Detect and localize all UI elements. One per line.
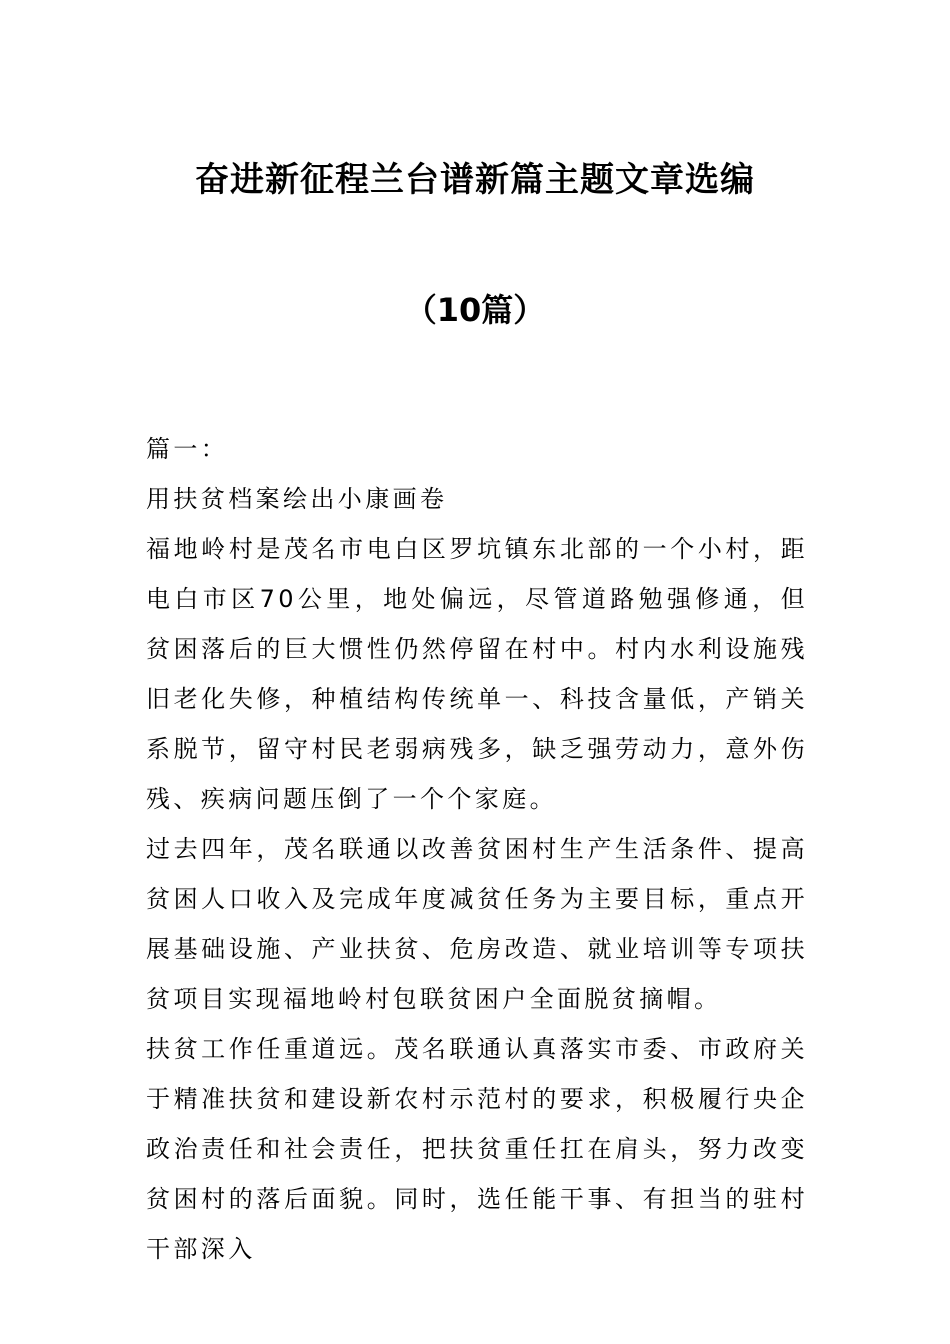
paragraph-3: 扶贫工作任重道远。茂名联通认真落实市委、市政府关于精准扶贫和建设新农村示范村的要求，积极履行央企政治责任和社会责任，把扶贫重任扛在肩头，努力改变贫困村的落后面貌。同时，选任能干事、有担当的驻村干部深入 [146,1035,808,1263]
document-body [146,424,808,1274]
document-title: 奋进新征程兰台谱新篇主题文章选编 [195,160,755,200]
paragraph-2: 过去四年，茂名联通以改善贫困村生产生活条件、提高贫困人口收入及完成年度减贫任务为主要目标，重点开展基础设施、产业扶贫、危房改造、就业培训等专项扶贫项目实现福地岭村包联贫困户全面脱贫摘帽。 [146,835,808,1013]
section-label: 篇一： [146,435,229,463]
article-title: 用扶贫档案绘出小康画卷 [146,485,448,513]
paragraph-1: 福地岭村是茂名市电白区罗坑镇东北部的一个小村，距电白市区70公里，地处偏远，尽管道路勉强修通，但贫困落后的巨大惯性仍然停留在村中。村内水利设施残旧老化失修，种植结构传统单一、科技含量低，产销关系脱节，留守村民老弱病残多，缺乏强劳动力，意外伤残、疾病问题压倒了一个个家庭。 [146,535,808,813]
document-subtitle: （10篇） [404,291,546,329]
